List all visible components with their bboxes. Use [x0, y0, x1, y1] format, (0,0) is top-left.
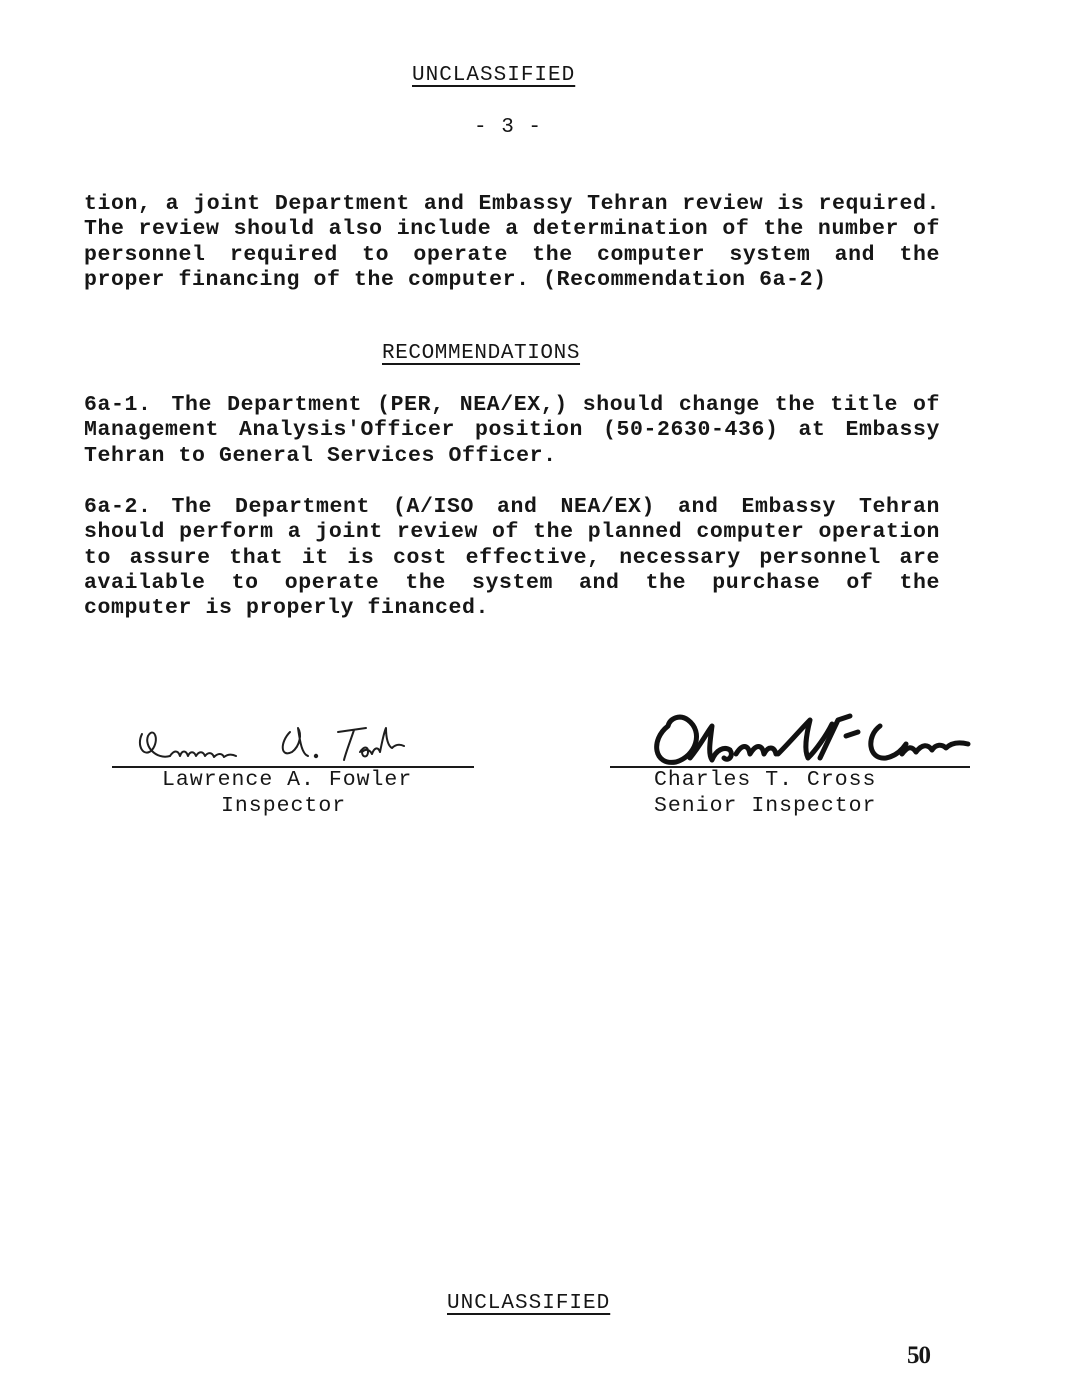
- signer-title: Inspector: [221, 794, 347, 818]
- recommendations-heading: RECOMMENDATIONS: [382, 342, 581, 365]
- signature-fowler: [130, 712, 430, 774]
- recommendation-text: The Department (PER, NEA/EX,) should change the title of Management Analysis'Officer position (50-2630-436) at Embassy Tehran to General Services Officer.: [84, 393, 940, 468]
- page-marker: - 3 -: [474, 116, 543, 139]
- page-folio: 50: [907, 1342, 930, 1369]
- recommendation-item: [84, 393, 940, 469]
- footer-classification: UNCLASSIFIED: [447, 1292, 611, 1315]
- recommendation-text: The Department (A/ISO and NEA/EX) and Embassy Tehran should perform a joint review of the planned computer operation to assure that it is cost effective, necessary personnel are available to operate the system and the purchase of the computer is properly financed.: [84, 495, 940, 621]
- recommendation-number: 6a-1.: [84, 393, 152, 417]
- recommendation-item: [84, 495, 940, 621]
- signer-name: Charles T. Cross: [654, 768, 877, 792]
- signer-name: Lawrence A. Fowler: [162, 768, 413, 792]
- recommendation-number: 6a-2.: [84, 495, 152, 519]
- header-classification: UNCLASSIFIED: [412, 64, 576, 87]
- continuation-paragraph: tion, a joint Department and Embassy Tehran review is required. The review should also include a determination of the number of personnel required to operate the computer system and the proper financing of the computer. (Recommendation 6a-2): [84, 192, 940, 292]
- signer-title: Senior Inspector: [654, 794, 877, 818]
